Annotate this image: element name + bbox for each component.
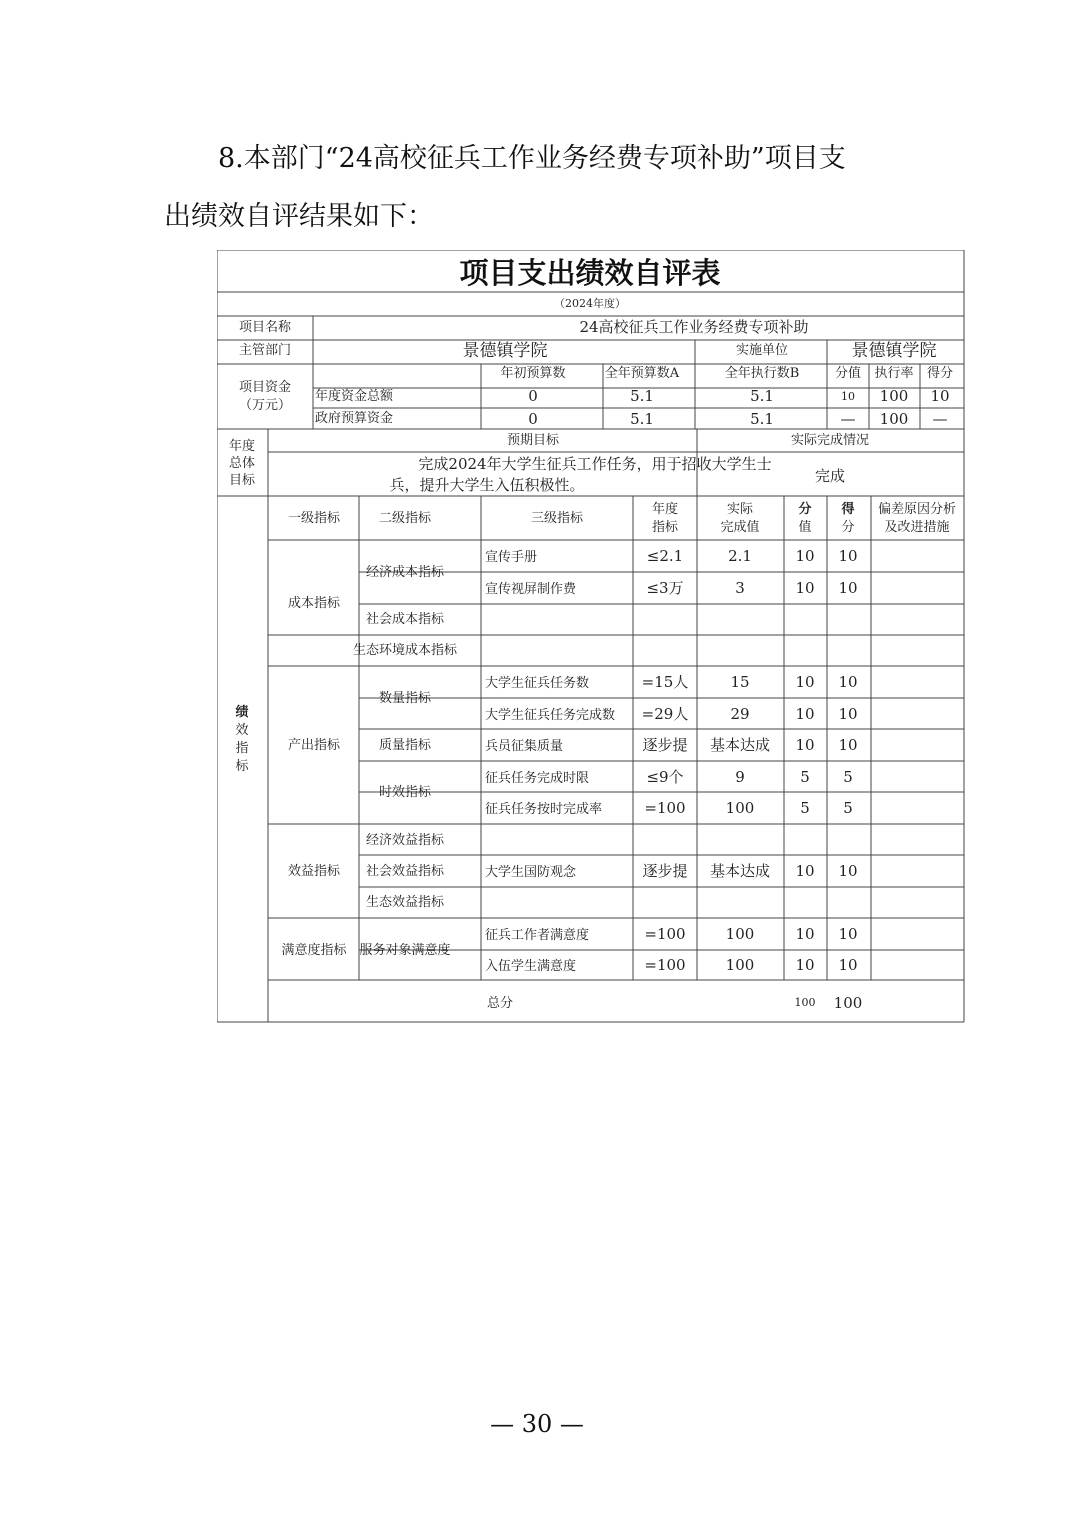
fund-label-1: 项目资金 (238, 380, 292, 395)
fund-row-total-initial: 0 (528, 387, 538, 405)
indicator-row-8-l3: 征兵任务按时完成率 (485, 802, 603, 817)
indicator-row-4-sc: 10 (838, 673, 858, 691)
fund-row-gov-initial: 0 (528, 410, 538, 428)
indicator-row-6-actual: 基本达成 (709, 736, 771, 754)
level2-service-satisfaction: 服务对象满意度 (359, 943, 451, 958)
perf-label-1: 绩 (235, 705, 249, 720)
indicator-row-1-sc: 10 (838, 579, 858, 597)
fund-row-total-score: 10 (930, 387, 950, 405)
indicator-row-10-actual: 基本达成 (709, 862, 771, 880)
fund-row-gov-executed: 5.1 (750, 410, 774, 428)
indicator-row-12-sv: 10 (795, 925, 815, 943)
project-name-label: 项目名称 (238, 320, 292, 335)
fund-row-gov-rate: 100 (879, 410, 909, 428)
indicator-row-8-sv: 5 (800, 799, 810, 817)
level2-quantity: 数量指标 (378, 691, 432, 706)
indicator-row-0-l3: 宣传手册 (485, 550, 538, 565)
indicator-row-5-sv: 10 (795, 705, 815, 723)
indicator-row-5-target: =29人 (641, 705, 689, 723)
perf-label-3: 指 (235, 741, 249, 756)
level1-cost: 成本指标 (287, 596, 341, 611)
goal-label-3: 目标 (228, 473, 256, 488)
indicator-row-6-target: 逐步提 (642, 736, 688, 754)
header-target-2: 指标 (651, 520, 679, 535)
indicator-row-6-sv: 10 (795, 736, 815, 754)
indicator-row-1-actual: 3 (735, 579, 745, 597)
indicator-row-1-l3: 宣传视屏制作费 (485, 582, 577, 597)
level2-timeliness: 时效指标 (378, 785, 432, 800)
indicator-row-13-actual: 100 (725, 956, 755, 974)
dept-label: 主管部门 (238, 343, 292, 358)
fund-header-initial: 年初预算数 (500, 366, 566, 381)
fund-header-score: 得分 (926, 366, 954, 381)
indicator-row-0-sv: 10 (795, 547, 815, 565)
level2-economic-benefit: 经济效益指标 (365, 833, 445, 848)
level1-satisfaction: 满意度指标 (281, 943, 347, 958)
fund-header-executed: 全年执行数B (724, 366, 800, 381)
level1-output: 产出指标 (287, 738, 341, 753)
header-level3: 三级指标 (530, 511, 584, 526)
header-target-1: 年度 (651, 502, 679, 517)
header-level2: 二级指标 (378, 511, 432, 526)
fund-header-annual: 全年预算数A (604, 366, 680, 381)
total-score-value: 100 (794, 996, 816, 1009)
indicator-row-13-sc: 10 (838, 956, 858, 974)
indicator-row-12-sc: 10 (838, 925, 858, 943)
indicator-row-0-target: ≤2.1 (646, 547, 684, 565)
header-score-value-2: 值 (798, 520, 812, 535)
indicator-row-5-l3: 大学生征兵任务完成数 (485, 708, 616, 723)
header-actual-1: 实际 (726, 502, 754, 517)
level2-eco-benefit: 生态效益指标 (365, 895, 445, 910)
indicator-row-5-sc: 10 (838, 705, 858, 723)
indicator-row-12-l3: 征兵工作者满意度 (485, 928, 590, 943)
indicator-row-12-target: =100 (644, 925, 686, 943)
self-evaluation-form (217, 250, 965, 1025)
fund-row-total-rate: 100 (879, 387, 909, 405)
actual-label: 实际完成情况 (790, 433, 870, 448)
indicator-row-4-sv: 10 (795, 673, 815, 691)
level2-quality: 质量指标 (378, 738, 432, 753)
indicator-row-12-actual: 100 (725, 925, 755, 943)
indicator-row-1-target: ≤3万 (646, 579, 684, 597)
indicator-row-8-sc: 5 (843, 799, 853, 817)
indicator-row-7-target: ≤9个 (646, 768, 684, 786)
header-level1: 一级指标 (287, 511, 341, 526)
intro-paragraph (164, 130, 924, 246)
level2-economic-cost: 经济成本指标 (365, 565, 445, 580)
goal-label-1: 年度 (228, 439, 256, 454)
impl-value: 景德镇学院 (851, 341, 937, 361)
header-score-1: 得 (841, 502, 855, 517)
indicator-row-4-actual: 15 (730, 673, 750, 691)
level2-eco-cost: 生态环境成本指标 (352, 643, 458, 658)
indicator-row-5-actual: 29 (730, 705, 750, 723)
level2-social-cost: 社会成本指标 (365, 612, 445, 627)
indicator-row-10-sc: 10 (838, 862, 858, 880)
goal-label-2: 总体 (228, 456, 256, 471)
fund-row-total-annual: 5.1 (630, 387, 654, 405)
expected-goal-label: 预期目标 (506, 433, 560, 448)
project-name: 24高校征兵工作业务经费专项补助 (579, 318, 809, 336)
indicator-row-4-target: =15人 (641, 673, 689, 691)
fund-label-2: （万元） (238, 398, 292, 413)
perf-label-4: 标 (235, 759, 249, 774)
fund-row-gov-score-value: — (840, 410, 856, 428)
total-label: 总分 (486, 996, 514, 1011)
header-deviation-1: 偏差原因分析 (877, 502, 957, 517)
fund-row-total-score-value: 10 (841, 390, 855, 403)
impl-label: 实施单位 (735, 343, 789, 358)
dept-value: 景德镇学院 (462, 341, 548, 361)
indicator-row-7-l3: 征兵任务完成时限 (485, 771, 590, 786)
fund-row-gov-annual: 5.1 (630, 410, 654, 428)
intro-line-1: 8.本部门“24高校征兵工作业务经费专项补助”项目支 (218, 143, 846, 174)
header-actual-2: 完成值 (720, 520, 760, 535)
perf-label-2: 效 (235, 723, 249, 738)
indicator-row-10-sv: 10 (795, 862, 815, 880)
indicator-row-6-l3: 兵员征集质量 (485, 739, 564, 754)
indicator-row-10-l3: 大学生国防观念 (485, 865, 577, 880)
total-score: 100 (833, 994, 863, 1012)
indicator-row-0-sc: 10 (838, 547, 858, 565)
header-deviation-2: 及改进措施 (884, 520, 950, 535)
level1-benefit: 效益指标 (287, 864, 341, 879)
indicator-row-13-target: =100 (644, 956, 686, 974)
header-score-value-1: 分 (798, 502, 812, 517)
form-title: 项目支出绩效自评表 (459, 256, 721, 290)
indicator-row-8-actual: 100 (725, 799, 755, 817)
indicator-row-13-l3: 入伍学生满意度 (485, 959, 577, 974)
indicator-row-4-l3: 大学生征兵任务数 (485, 676, 590, 691)
fund-header-score-value: 分值 (834, 366, 862, 381)
page-number: — 30 — (490, 1410, 584, 1438)
intro-line-2: 出绩效自评结果如下： (164, 201, 434, 232)
goal-actual: 完成 (814, 467, 846, 485)
fund-header-rate: 执行率 (874, 366, 914, 381)
fund-row-gov-label: 政府预算资金 (315, 411, 394, 426)
indicator-row-8-target: =100 (644, 799, 686, 817)
goal-text-line-1: 完成2024年大学生征兵工作任务，用于招收大学生士 (418, 455, 772, 473)
fund-row-total-executed: 5.1 (750, 387, 774, 405)
fund-row-gov-score: — (932, 410, 948, 428)
indicator-row-1-sv: 10 (795, 579, 815, 597)
indicator-row-0-actual: 2.1 (728, 547, 752, 565)
fund-row-total-label: 年度资金总额 (315, 389, 394, 404)
goal-text-line-2: 兵，提升大学生入伍积极性。 (389, 476, 585, 494)
level2-social-benefit: 社会效益指标 (365, 864, 445, 879)
indicator-row-13-sv: 10 (795, 956, 815, 974)
indicator-row-6-sc: 10 (838, 736, 858, 754)
indicator-row-10-target: 逐步提 (642, 862, 688, 880)
indicator-row-7-sv: 5 (800, 768, 810, 786)
header-score-2: 分 (841, 520, 855, 535)
indicator-row-7-actual: 9 (735, 768, 745, 786)
form-year: （2024年度） (554, 297, 626, 310)
indicator-row-7-sc: 5 (843, 768, 853, 786)
